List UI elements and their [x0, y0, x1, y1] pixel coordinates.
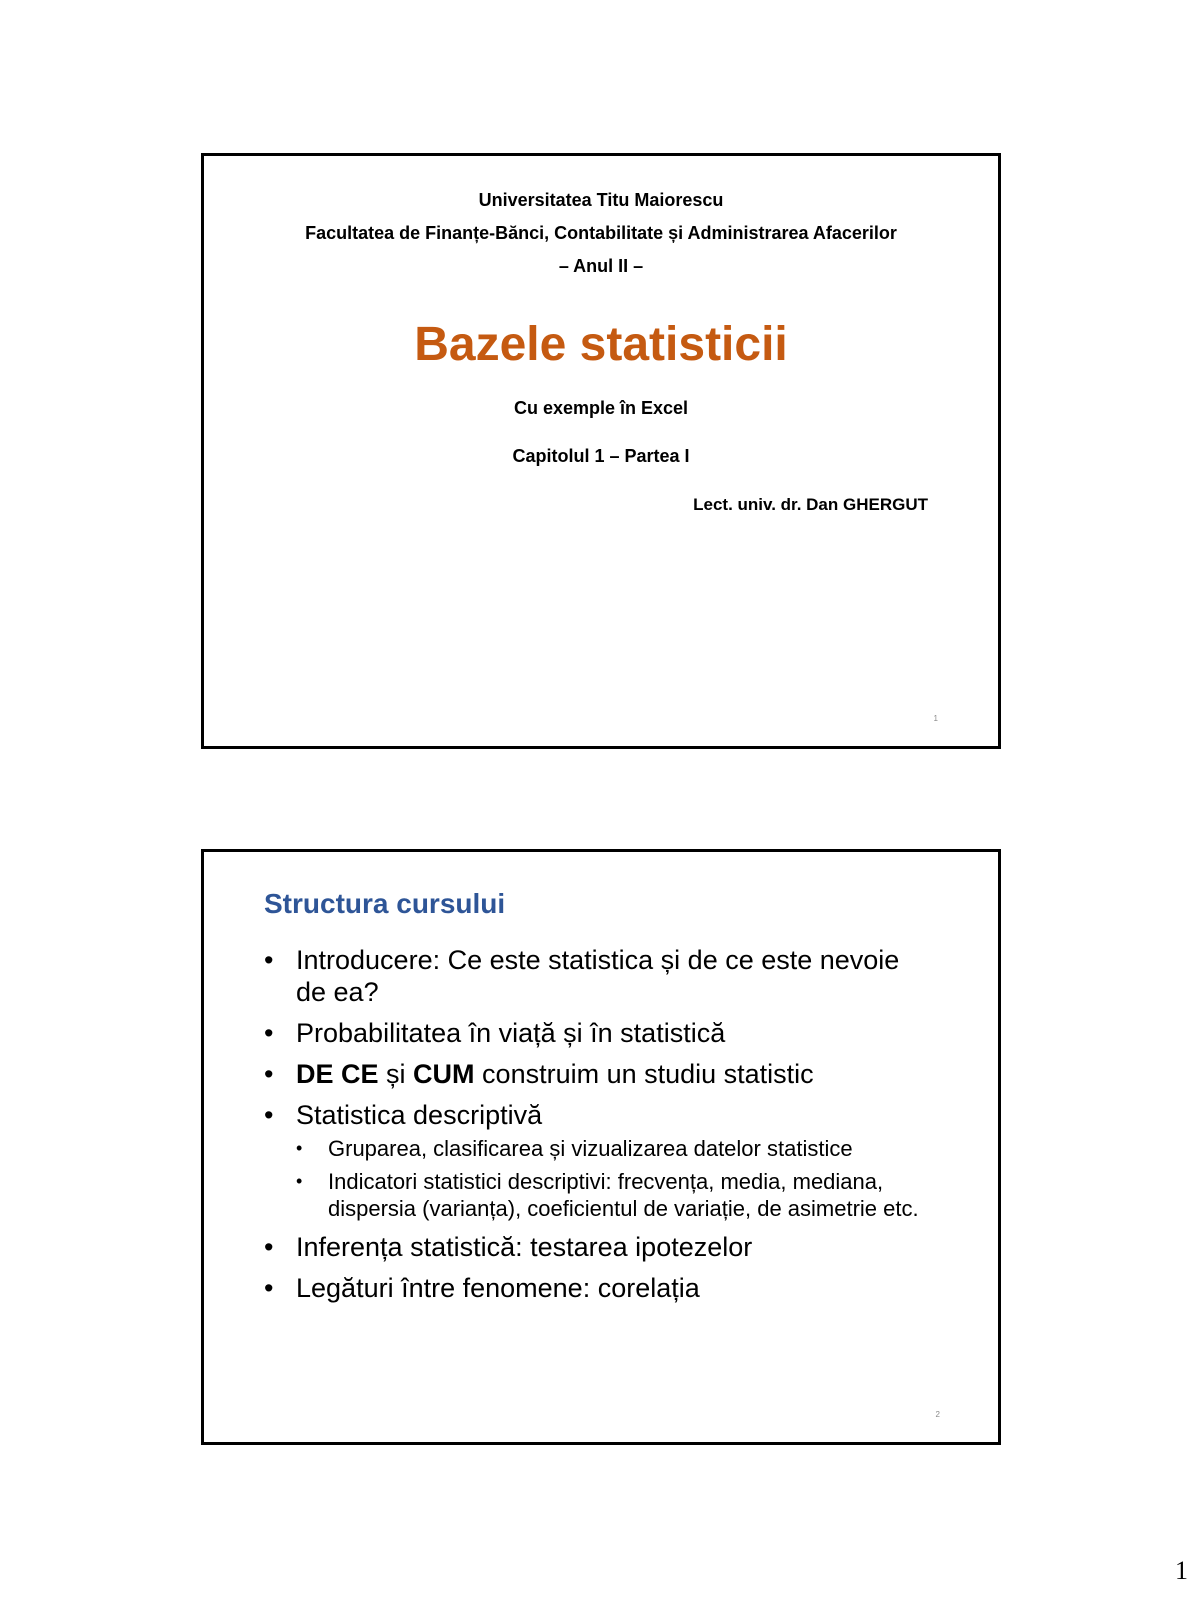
sub-list-item-text: Indicatori statistici descriptivi: frecvența, media, mediana, dispersia (varianța), coeficientul de variație, de asimetrie etc. [328, 1169, 919, 1221]
list-item-text: Probabilitatea în viață și în statistică [296, 1018, 726, 1048]
list-item-text: Statistica descriptivă [296, 1100, 543, 1130]
faculty-name: Facultatea de Finanțe-Bănci, Contabilitate și Administrarea Afacerilor [305, 223, 897, 243]
page-number: 1 [1175, 1556, 1188, 1585]
slide-title: Structura cursului [264, 888, 506, 919]
course-title: Bazele statisticii [414, 318, 788, 371]
emphasis-de-ce: DE CE [296, 1059, 379, 1089]
bullet-icon: • [264, 1273, 274, 1303]
bullet-icon: • [296, 1138, 303, 1158]
slide-2 [201, 849, 1001, 1445]
bullet-icon: • [264, 1059, 274, 1089]
list-item [264, 1017, 924, 1049]
list-item-text: Introducere: Ce este statistica și de ce este nevoie de ea? [296, 945, 900, 1007]
list-item-text [296, 1059, 814, 1089]
emphasis-cum: CUM [413, 1059, 475, 1089]
sub-list [296, 1135, 924, 1222]
slide-number: 2 [935, 1410, 940, 1419]
author-name: Lect. univ. dr. Dan GHERGUT [693, 495, 928, 514]
bullet-icon: • [296, 1171, 303, 1191]
list-item [264, 1272, 924, 1304]
list-item-text-part: și [378, 1059, 414, 1089]
list-item-text-part: construim un studiu statistic [474, 1059, 814, 1089]
slide-1-header [204, 184, 998, 283]
list-item [264, 1058, 924, 1090]
sub-list-item-text: Gruparea, clasificarea și vizualizarea datelor statistice [328, 1136, 853, 1161]
bullet-icon: • [264, 1232, 274, 1262]
list-item-text: Legături între fenomene: corelația [296, 1273, 700, 1303]
sub-list-item [296, 1135, 924, 1162]
list-item [264, 1099, 924, 1222]
chapter-label: Capitolul 1 – Partea I [512, 446, 690, 466]
slide-1 [201, 153, 1001, 749]
course-structure-list [264, 944, 924, 1313]
study-year: – Anul II – [558, 256, 644, 276]
list-item-text: Inferența statistică: testarea ipotezelor [296, 1232, 753, 1262]
list-item [264, 944, 924, 1008]
list-item [264, 1231, 924, 1263]
bullet-icon: • [264, 945, 274, 975]
sub-list-item [296, 1168, 924, 1222]
course-subtitle: Cu exemple în Excel [513, 398, 689, 418]
bullet-icon: • [264, 1018, 274, 1048]
bullet-icon: • [264, 1100, 274, 1130]
slide-number: 1 [933, 714, 938, 723]
university-name: Universitatea Titu Maiorescu [478, 190, 724, 210]
